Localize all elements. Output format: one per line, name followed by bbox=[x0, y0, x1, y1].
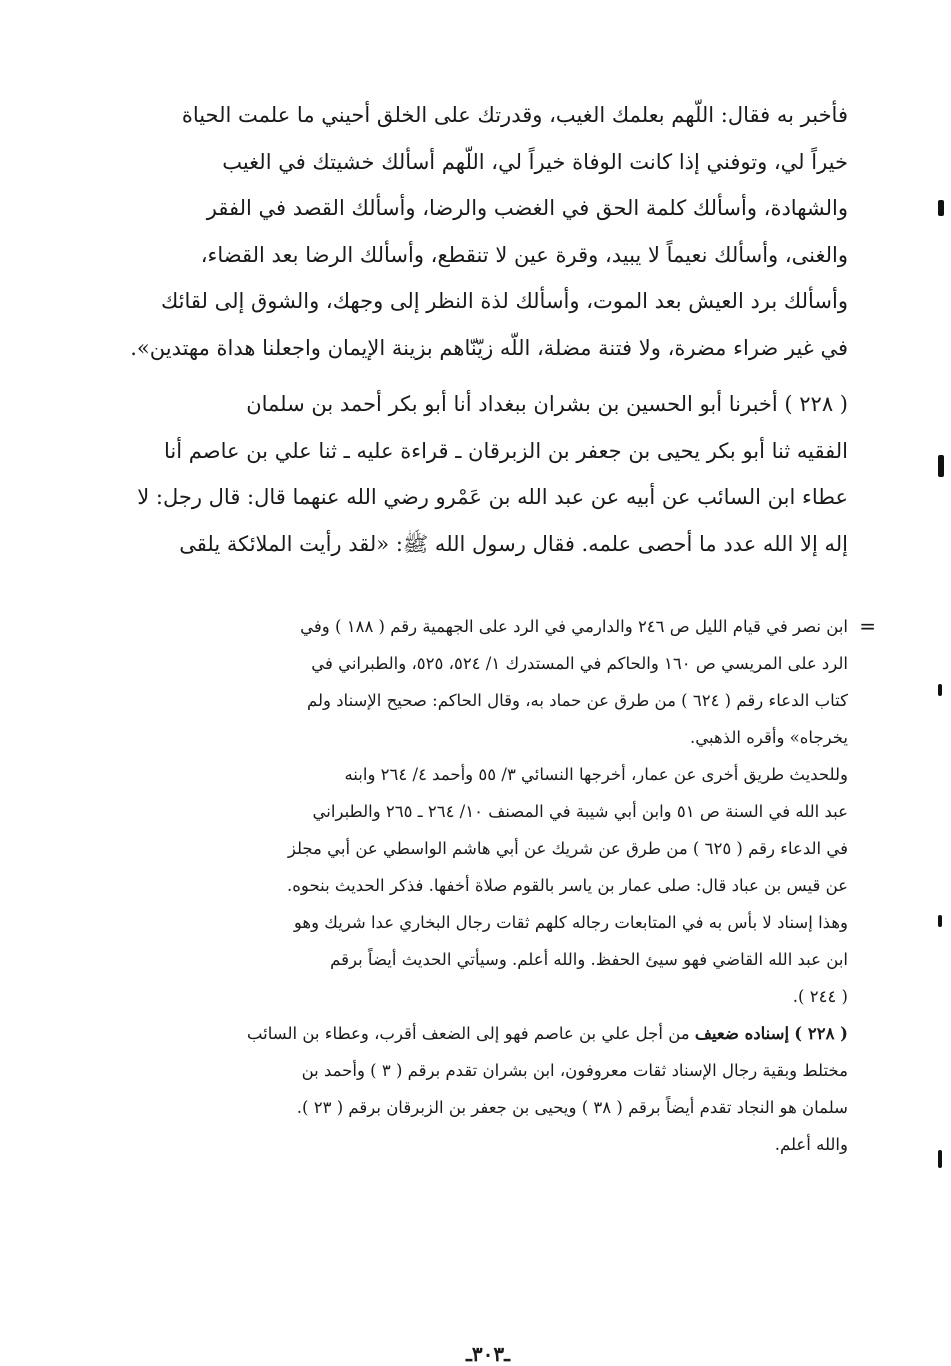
footnote-line: عبد الله في السنة ص ٥١ وابن أبي شيبة في المصنف ١٠/ ٢٦٤ ـ ٢٦٥ والطبراني bbox=[312, 802, 848, 821]
footnotes bbox=[128, 608, 876, 1163]
footnote-paragraph bbox=[212, 756, 848, 1015]
text-line: والشهادة، وأسألك كلمة الحق في الغضب والرضا، وأسألك القصد في الفقر bbox=[206, 196, 848, 220]
footnote-line: يخرجاه» وأقره الذهبي. bbox=[690, 728, 848, 747]
footnote-line: مختلط وبقية رجال الإسناد ثقات معروفون، ابن بشران تقدم برقم ( ٣ ) وأحمد بن bbox=[301, 1061, 848, 1080]
footnote-separator bbox=[128, 593, 848, 594]
footnote-continuation bbox=[212, 608, 876, 756]
scan-mark bbox=[938, 915, 942, 927]
footnote-line: ابن عبد الله القاضي فهو سيئ الحفظ. والله أعلم. وسيأتي الحديث أيضاً برقم bbox=[330, 950, 848, 969]
scan-mark bbox=[938, 1150, 942, 1168]
scan-mark bbox=[938, 200, 944, 216]
footnote-number: ( ٢٢٨ ) bbox=[794, 1024, 848, 1043]
text-line: وأسألك برد العيش بعد الموت، وأسألك لذة النظر إلى وجهك، والشوق إلى لقائك bbox=[160, 289, 848, 313]
footnote-line bbox=[128, 1015, 848, 1052]
text-line: في غير ضراء مضرة، ولا فتنة مضلة، اللّه زيّنّاهم بزينة الإيمان واجعلنا هداة مهتدين». bbox=[130, 335, 848, 360]
text-line: فأخبر به فقال: اللّهم بعلمك الغيب، وقدرتك على الخلق أحيني ما علمت الحياة bbox=[181, 103, 848, 127]
footnote-line: سلمان هو النجاد تقدم أيضاً برقم ( ٣٨ ) ويحيى بن جعفر بن الزبرقان برقم ( ٢٣ ). bbox=[296, 1098, 848, 1117]
footnote-line: ( ٢٤٤ ). bbox=[792, 987, 848, 1006]
main-paragraph bbox=[128, 92, 848, 371]
footnote-line: وهذا إسناد لا بأس به في المتابعات رجاله كلهم ثقات رجال البخاري عدا شريك وهو bbox=[293, 913, 848, 932]
page-number: ـ٣٠٣ـ bbox=[466, 1342, 510, 1366]
footnote-line: ابن نصر في قيام الليل ص ٢٤٦ والدارمي في الرد على الجهمية رقم ( ١٨٨ ) وفي bbox=[300, 617, 848, 636]
text-line: الفقيه ثنا أبو بكر يحيى بن جعفر بن الزبرقان ـ قراءة عليه ـ ثنا علي بن عاصم أنا bbox=[164, 438, 848, 463]
text-line: إله إلا الله عدد ما أحصى علمه. فقال رسول الله ﷺ: «لقد رأيت الملائكة يلقى bbox=[179, 531, 848, 556]
book-page bbox=[128, 92, 876, 1366]
footnote-line: والله أعلم. bbox=[774, 1135, 848, 1154]
footnote-line: في الدعاء رقم ( ٦٢٥ ) من طرق عن شريك عن أبي هاشم الواسطي عن أبي مجلز bbox=[287, 839, 848, 858]
text-line: والغنى، وأسألك نعيماً لا يبيد، وقرة عين لا تنقطع، وأسألك الرضا بعد القضاء، bbox=[200, 242, 848, 267]
footnote-228 bbox=[128, 1015, 848, 1163]
footnote-line: كتاب الدعاء رقم ( ٦٢٤ ) من طرق عن حماد به، وقال الحاكم: صحيح الإسناد ولم bbox=[306, 691, 848, 710]
hadith-paragraph bbox=[128, 381, 848, 567]
footnote-text: من أجل علي بن عاصم فهو إلى الضعف أقرب، وعطاء بن السائب bbox=[246, 1024, 690, 1043]
footnote-line: الرد على المريسي ص ١٦٠ والحاكم في المستدرك ١/ ٥٢٤، ٥٢٥، والطبراني في bbox=[311, 654, 848, 673]
main-text bbox=[128, 92, 848, 567]
text-line: خيراً لي، وتوفني إذا كانت الوفاة خيراً لي، اللّهم أسألك خشيتك في الغيب bbox=[222, 149, 848, 174]
scan-mark bbox=[938, 455, 944, 477]
grading-label: إسناده ضعيف bbox=[694, 1024, 790, 1043]
footnote-line: وللحديث طريق أخرى عن عمار، أخرجها النسائي ٣/ ٥٥ وأحمد ٤/ ٢٦٤ وابنه bbox=[344, 765, 848, 784]
continuation-mark: = bbox=[859, 614, 876, 638]
footnote-line: عن قيس بن عباد قال: صلى عمار بن ياسر بالقوم صلاة أخفها. فذكر الحديث بنحوه. bbox=[287, 876, 848, 895]
scan-mark bbox=[938, 684, 942, 696]
text-line: عطاء ابن السائب عن أبيه عن عبد الله بن عَمْرو رضي الله عنهما قال: قال رجل: لا bbox=[137, 485, 848, 509]
text-line: ( ٢٢٨ ) أخبرنا أبو الحسين بن بشران ببغداد أنا أبو بكر أحمد بن سلمان bbox=[246, 392, 848, 416]
